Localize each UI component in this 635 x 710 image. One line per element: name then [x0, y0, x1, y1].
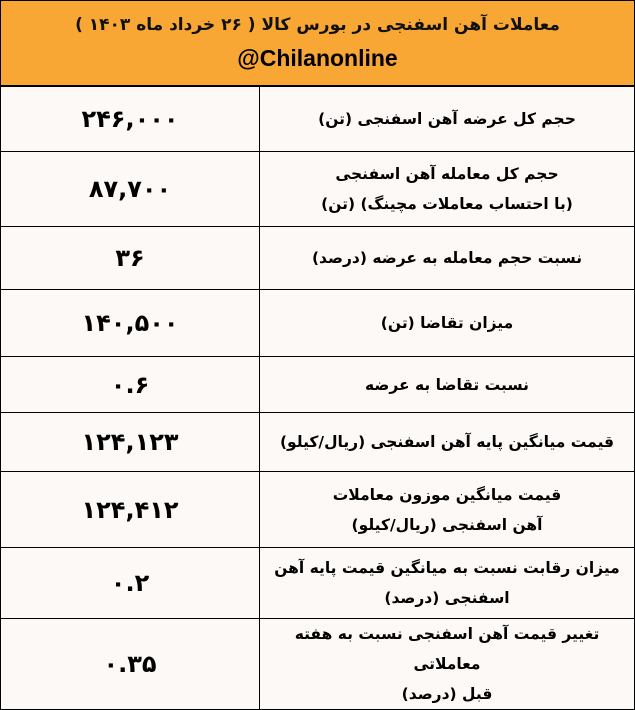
table-row [1, 618, 634, 709]
table-row [1, 226, 634, 289]
row-label [260, 413, 634, 471]
row-label [260, 227, 634, 289]
row-label [260, 619, 634, 709]
row-value: ۱۲۴,۴۱۲ [1, 472, 260, 548]
row-value: ۱۴۰,۵۰۰ [1, 290, 260, 357]
table-row [1, 289, 634, 357]
row-label-text: تغییر قیمت آهن اسفنجی نسبت به هفته معاملاتی قبل (درصد) [294, 625, 600, 703]
row-label-text: قیمت میانگین موزون معاملات آهن اسفنجی (ریال/کیلو) [332, 485, 562, 534]
row-value: ۳۶ [1, 227, 260, 289]
row-value: ۱۲۴,۱۲۳ [1, 413, 260, 471]
row-label-text: قیمت میانگین پایه آهن اسفنجی (ریال/کیلو) [279, 432, 615, 451]
table-row [1, 412, 634, 471]
table-row [1, 547, 634, 618]
row-label-text: میزان تقاضا (تن) [380, 314, 514, 333]
row-label-text: میزان رقابت نسبت به میانگین قیمت پایه آهن اسفنجی (درصد) [274, 559, 620, 608]
row-label [260, 357, 634, 411]
table-row [1, 86, 634, 151]
row-value: ۰.۳۵ [1, 619, 260, 709]
row-label [260, 152, 634, 226]
row-label [260, 472, 634, 548]
row-value: ۸۷,۷۰۰ [1, 152, 260, 226]
row-label-text: حجم کل عرضه آهن اسفنجی (تن) [318, 110, 576, 129]
row-label-text: نسبت حجم معامله به عرضه (درصد) [311, 248, 583, 267]
row-label-text: نسبت تقاضا به عرضه [365, 375, 529, 394]
row-value: ۰.۲ [1, 548, 260, 618]
table-row [1, 151, 634, 226]
row-value: ۲۴۶,۰۰۰ [1, 87, 260, 151]
table-row [1, 356, 634, 411]
table-row [1, 471, 634, 548]
row-label [260, 548, 634, 618]
row-label [260, 290, 634, 357]
row-label [260, 87, 634, 151]
table-header [1, 1, 634, 86]
header-title: معاملات آهن اسفنجی در بورس کالا ( ۲۶ خرداد ماه ۱۴۰۳ ) [75, 15, 560, 36]
channel-handle: @Chilanonline [237, 45, 398, 72]
row-value: ۰.۶ [1, 357, 260, 411]
row-label-text: حجم کل معامله آهن اسفنجی (با احتساب معاملات مچینگ) (تن) [321, 164, 573, 213]
